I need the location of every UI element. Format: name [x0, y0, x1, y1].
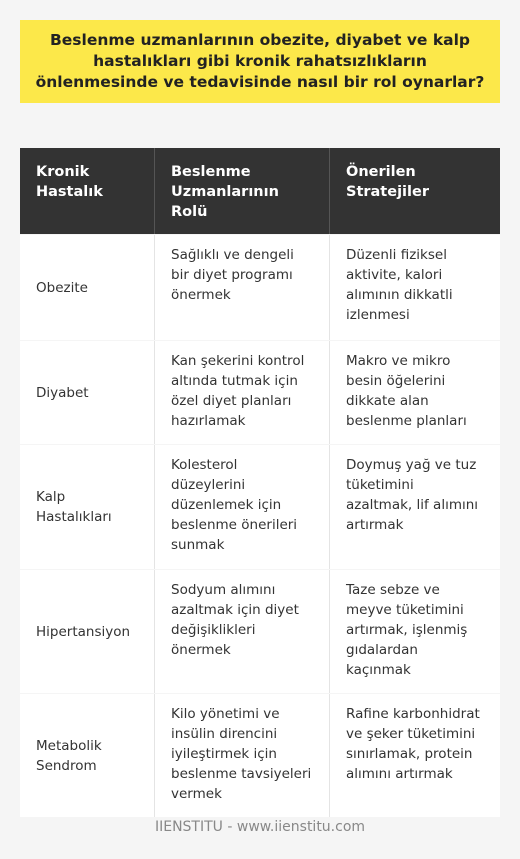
table-row: [20, 694, 500, 817]
role-cell: Kilo yönetimi ve insülin direncini iyileştirmek için beslenme tavsiyeleri vermek: [155, 694, 330, 817]
role-cell: Kan şekerini kontrol altında tutmak için özel diyet planları hazırlamak: [155, 341, 330, 444]
table-row: [20, 570, 500, 693]
disease-cell: Diyabet: [20, 341, 155, 444]
disease-cell: Kalp Hastalıkları: [20, 445, 155, 569]
table-row: [20, 445, 500, 569]
role-cell: Sağlıklı ve dengeli bir diyet programı önermek: [155, 235, 330, 340]
strategy-cell: Taze sebze ve meyve tüketimini artırmak, işlenmiş gıdalardan kaçınmak: [330, 570, 500, 693]
strategy-cell: Rafine karbonhidrat ve şeker tüketimini sınırlamak, protein alımını artırmak: [330, 694, 500, 817]
disease-cell: Metabolik Sendrom: [20, 694, 155, 817]
strategy-cell: Düzenli fiziksel aktivite, kalori alımının dikkatli izlenmesi: [330, 235, 500, 340]
page-title-text: Beslenme uzmanlarının obezite, diyabet ve kalp hastalıkları gibi kronik rahatsızlıkların önlenmesinde ve tedavisinde nasıl bir rol oynarlar?: [35, 31, 485, 91]
header-role: Beslenme Uzmanlarının Rolü: [155, 148, 330, 234]
header-disease: Kronik Hastalık: [20, 148, 155, 234]
table-row: [20, 235, 500, 340]
disease-table: [20, 147, 500, 818]
strategy-cell: Doymuş yağ ve tuz tüketimini azaltmak, lif alımını artırmak: [330, 445, 500, 569]
table-header-row: [20, 148, 500, 234]
header-strategies: Önerilen Stratejiler: [330, 148, 500, 234]
strategy-cell: Makro ve mikro besin öğelerini dikkate alan beslenme planları: [330, 341, 500, 444]
role-cell: Kolesterol düzeylerini düzenlemek için beslenme önerileri sunmak: [155, 445, 330, 569]
role-cell: Sodyum alımını azaltmak için diyet değişiklikleri önermek: [155, 570, 330, 693]
page-title: [20, 20, 500, 103]
table-row: [20, 341, 500, 444]
disease-cell: Obezite: [20, 235, 155, 340]
disease-cell: Hipertansiyon: [20, 570, 155, 693]
footer-credit: IIENSTITU - www.iienstitu.com: [154, 819, 366, 835]
